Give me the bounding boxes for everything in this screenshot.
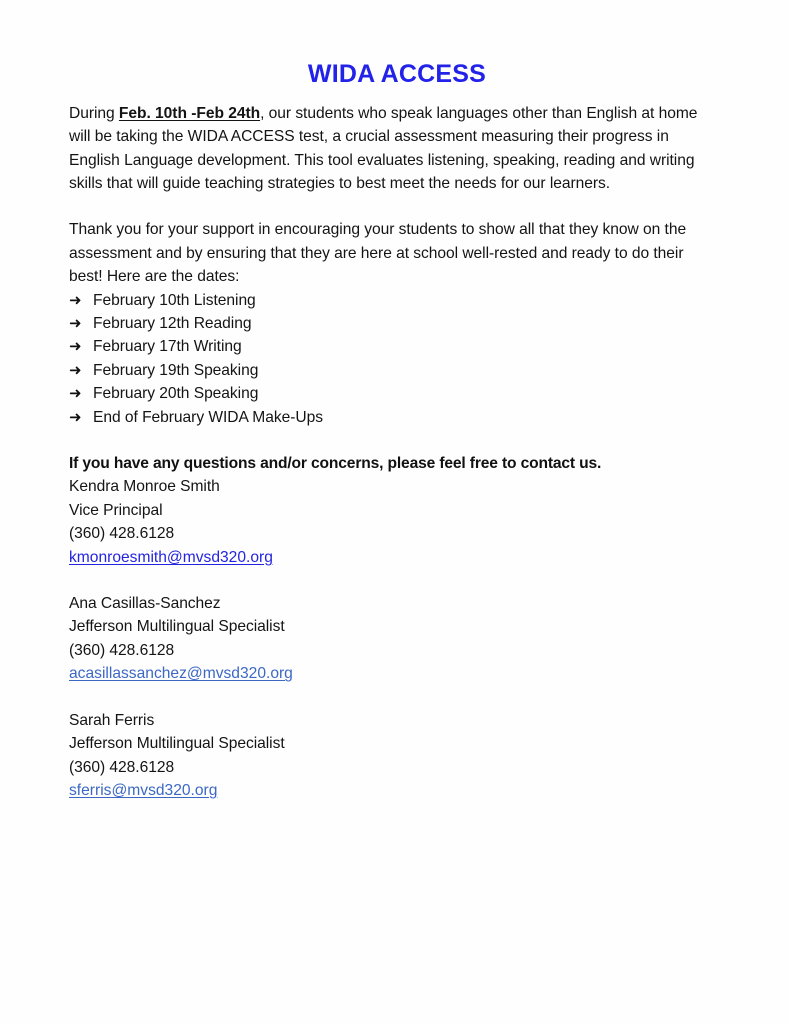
schedule-list bbox=[69, 289, 719, 429]
list-item bbox=[69, 406, 719, 429]
contact-phone: (360) 428.6128 bbox=[69, 758, 175, 776]
contact-card bbox=[69, 709, 719, 803]
arrow-right-icon: ➜ bbox=[69, 407, 82, 426]
support-paragraph: Thank you for your support in encouraging your students to show all that they know on the assessment and by ensuring that they are here at school well-rested and ready to do their best! Here are the dates: bbox=[69, 221, 687, 286]
schedule-item-label: February 10th Listening bbox=[93, 291, 256, 309]
document-content bbox=[69, 60, 719, 802]
list-item bbox=[69, 359, 719, 382]
contact-email-link[interactable]: sferris@mvsd320.org bbox=[69, 781, 218, 799]
schedule-item-label: February 17th Writing bbox=[93, 338, 242, 356]
arrow-right-icon: ➜ bbox=[69, 384, 82, 403]
contact-name: Ana Casillas-Sanchez bbox=[69, 595, 221, 613]
contact-role: Jefferson Multilingual Specialist bbox=[69, 618, 285, 636]
intro-rest: , our students who speak languages other than English at home will be taking the WIDA ACCESS test, a crucial assessment measuring their progress in English Language development. This tool evaluates listening, speaking, reading and writing skills that will guide teaching strategies to best meet the needs for our learners. bbox=[69, 104, 698, 192]
paragraph-spacer bbox=[69, 195, 719, 218]
schedule-item-label: February 12th Reading bbox=[93, 315, 252, 332]
test-date-range: Feb. 10th -Feb 24th bbox=[118, 104, 261, 122]
list-item bbox=[69, 289, 719, 312]
list-item bbox=[69, 312, 719, 335]
contact-card bbox=[69, 592, 719, 686]
contact-card bbox=[69, 475, 719, 569]
arrow-right-icon: ➜ bbox=[69, 360, 82, 379]
contact-email-link[interactable]: kmonroesmith@mvsd320.org bbox=[69, 548, 273, 566]
contact-email-link[interactable]: acasillassanchez@mvsd320.org bbox=[69, 665, 293, 683]
page-title: WIDA ACCESS bbox=[307, 60, 487, 88]
contact-phone: (360) 428.6128 bbox=[69, 525, 175, 543]
contact-phone: (360) 428.6128 bbox=[69, 641, 175, 659]
contact-spacer bbox=[69, 686, 719, 709]
arrow-right-icon: ➜ bbox=[69, 290, 82, 309]
schedule-item-label: February 20th Speaking bbox=[93, 385, 259, 403]
list-item bbox=[69, 382, 719, 405]
schedule-item-label: February 19th Speaking bbox=[93, 361, 259, 379]
schedule-item-label: End of February WIDA Make-Ups bbox=[93, 408, 323, 426]
paragraph-spacer bbox=[69, 429, 719, 452]
contact-role: Jefferson Multilingual Specialist bbox=[69, 735, 285, 753]
contact-name: Sarah Ferris bbox=[69, 711, 155, 729]
arrow-right-icon: ➜ bbox=[69, 314, 82, 332]
contact-name: Kendra Monroe Smith bbox=[69, 478, 220, 496]
list-item bbox=[69, 335, 719, 358]
contact-spacer bbox=[69, 569, 719, 592]
intro-paragraph bbox=[69, 102, 719, 196]
contact-role: Vice Principal bbox=[69, 501, 163, 519]
contact-heading: If you have any questions and/or concerns, please feel free to contact us. bbox=[69, 455, 602, 473]
arrow-right-icon: ➜ bbox=[69, 337, 82, 356]
intro-prefix: During bbox=[69, 104, 119, 122]
